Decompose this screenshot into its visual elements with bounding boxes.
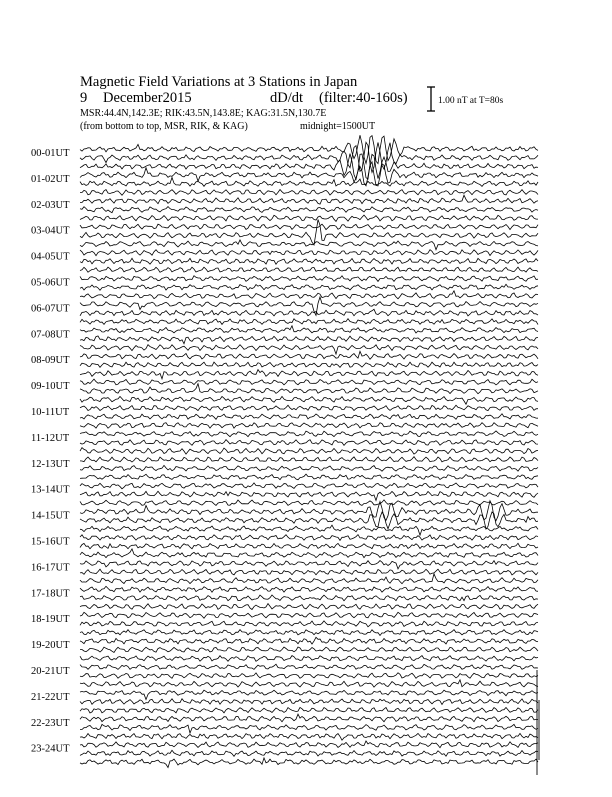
trace-rik-11-12ut — [80, 440, 538, 446]
trace-rik-02-03ut — [80, 207, 538, 213]
trace-msr-13-14ut — [80, 500, 538, 506]
filter-label: (filter:40-160s) — [319, 90, 408, 106]
hour-label: 08-09UT — [31, 355, 70, 367]
hour-label: 22-23UT — [31, 717, 70, 729]
scale-bar-label: 1.00 nT at T=80s — [438, 96, 504, 106]
chart-title: Magnetic Field Variations at 3 Stations in Japan — [80, 74, 358, 90]
trace-rik-18-19ut — [80, 621, 538, 627]
trace-kag-20-21ut — [80, 664, 538, 669]
hour-label: 06-07UT — [31, 303, 70, 315]
trace-rik-03-04ut — [80, 220, 538, 246]
trace-msr-02-03ut — [80, 215, 538, 221]
trace-kag-19-20ut — [80, 637, 538, 644]
trace-rik-06-07ut — [80, 309, 538, 316]
hour-label: 16-17UT — [31, 562, 70, 574]
trace-kag-00-01ut — [80, 135, 538, 163]
trace-kag-13-14ut — [80, 483, 538, 489]
trace-kag-18-19ut — [80, 612, 538, 618]
hour-label: 12-13UT — [31, 458, 70, 470]
hour-label: 14-15UT — [31, 510, 70, 522]
trace-msr-18-19ut — [80, 630, 538, 636]
hour-label: 21-22UT — [31, 691, 70, 703]
hour-label: 02-03UT — [31, 199, 70, 211]
trace-rik-10-11ut — [80, 414, 538, 420]
hour-label: 04-05UT — [31, 251, 70, 263]
trace-msr-07-08ut — [80, 345, 538, 354]
trace-kag-07-08ut — [80, 326, 538, 333]
scale-bar — [427, 87, 503, 111]
trace-kag-22-23ut — [80, 714, 538, 722]
trace-kag-06-07ut — [80, 297, 538, 315]
trace-msr-09-10ut — [80, 396, 538, 404]
trace-rik-13-14ut — [80, 491, 538, 500]
hour-label: 07-08UT — [31, 329, 70, 341]
trace-rik-04-05ut — [80, 258, 538, 264]
trace-rik-07-08ut — [80, 336, 538, 344]
midnight-note: midnight=1500UT — [300, 121, 376, 132]
hour-label: 23-24UT — [31, 743, 70, 755]
trace-msr-19-20ut — [80, 656, 538, 662]
trace-msr-06-07ut — [80, 319, 538, 325]
trace-rik-16-17ut — [80, 569, 538, 575]
hour-label: 20-21UT — [31, 666, 70, 677]
trace-rik-01-02ut — [80, 178, 538, 187]
hour-label: 15-16UT — [31, 536, 70, 548]
trace-msr-03-04ut — [80, 240, 538, 250]
trace-kag-09-10ut — [80, 379, 538, 385]
trace-msr-15-16ut — [80, 549, 538, 558]
trace-kag-02-03ut — [80, 195, 538, 204]
hour-label: 05-06UT — [31, 277, 70, 289]
trace-msr-04-05ut — [80, 267, 538, 272]
hour-label: 03-04UT — [31, 225, 70, 237]
trace-kag-11-12ut — [80, 431, 538, 437]
trace-kag-08-09ut — [80, 351, 538, 359]
trace-kag-03-04ut — [80, 224, 538, 229]
trace-rik-17-18ut — [80, 595, 538, 601]
trace-msr-01-02ut — [80, 190, 538, 196]
hour-label: 11-12UT — [31, 432, 70, 444]
trace-msr-17-18ut — [80, 604, 538, 610]
trace-msr-21-22ut — [80, 707, 538, 713]
trace-msr-23-24ut — [80, 758, 538, 768]
hour-label: 18-19UT — [31, 614, 70, 626]
trace-msr-12-13ut — [80, 474, 538, 480]
trace-msr-14-15ut — [80, 525, 538, 535]
trace-msr-11-12ut — [80, 448, 538, 455]
trace-kag-17-18ut — [80, 586, 538, 592]
trace-msr-22-23ut — [80, 733, 538, 740]
hour-label: 17-18UT — [31, 588, 70, 600]
trace-rik-20-21ut — [80, 673, 538, 679]
trace-rik-08-09ut — [80, 362, 538, 367]
traces — [80, 135, 539, 775]
hour-label: 13-14UT — [31, 484, 70, 496]
hour-label: 10-11UT — [31, 407, 70, 418]
trace-kag-12-13ut — [80, 457, 538, 462]
quantity-label: dD/dt — [270, 90, 304, 106]
trace-msr-08-09ut — [80, 370, 538, 379]
hour-labels — [31, 148, 70, 755]
trace-spike-end — [537, 670, 539, 775]
trace-kag-16-17ut — [80, 561, 538, 569]
date-month-year: December2015 — [103, 90, 192, 106]
hour-label: 09-10UT — [31, 381, 70, 393]
trace-kag-15-16ut — [80, 535, 538, 541]
trace-rik-14-15ut — [80, 512, 538, 529]
stations-line: MSR:44.4N,142.3E; RIK:43.5N,143.8E; KAG:31.5N,130.7E — [80, 108, 327, 119]
trace-rik-00-01ut — [80, 142, 538, 172]
trace-msr-10-11ut — [80, 423, 538, 429]
trace-rik-15-16ut — [80, 543, 538, 549]
trace-kag-10-11ut — [80, 405, 538, 410]
date-day: 9 — [80, 90, 88, 106]
hour-label: 01-02UT — [31, 173, 70, 185]
trace-kag-05-06ut — [80, 276, 538, 282]
hour-label: 00-01UT — [31, 148, 70, 159]
trace-kag-21-22ut — [80, 690, 538, 699]
trace-rik-09-10ut — [80, 384, 538, 394]
trace-msr-05-06ut — [80, 291, 538, 299]
trace-msr-16-17ut — [80, 574, 538, 584]
hour-label: 19-20UT — [31, 640, 70, 652]
trace-rik-22-23ut — [80, 724, 538, 733]
trace-kag-04-05ut — [80, 250, 538, 256]
trace-rik-12-13ut — [80, 465, 538, 471]
trace-msr-20-21ut — [80, 680, 538, 687]
trace-rik-05-06ut — [80, 284, 538, 290]
trace-kag-14-15ut — [80, 501, 538, 521]
trace-kag-23-24ut — [80, 741, 538, 748]
trace-rik-21-22ut — [80, 699, 538, 705]
order-line: (from bottom to top, MSR, RIK, & KAG) — [80, 121, 248, 132]
trace-rik-19-20ut — [80, 647, 538, 653]
trace-rik-23-24ut — [80, 750, 538, 756]
